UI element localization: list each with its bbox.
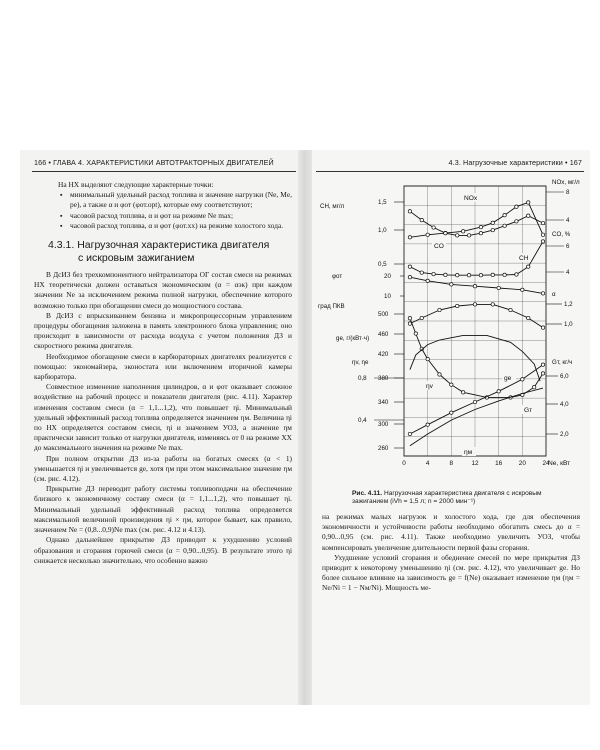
left-tick-label: 0,8 — [358, 375, 367, 382]
data-point-CO — [408, 265, 411, 268]
left-axis-label: град ПКВ — [318, 303, 345, 310]
data-point-CH — [479, 231, 482, 234]
series-label: NOx — [464, 195, 478, 202]
data-point-φот — [521, 288, 524, 291]
x-tick-label: 24 — [542, 460, 550, 467]
data-point-CH — [527, 214, 530, 217]
data-point-NOx — [461, 230, 464, 233]
left-tick-label: 0,5 — [378, 261, 387, 268]
intro-text: На НХ выделяют следующие характерные точки: — [58, 180, 214, 189]
data-point-Gт — [521, 378, 524, 381]
data-point-CH — [503, 224, 506, 227]
data-point-CO — [503, 273, 506, 276]
right-axis-label: CO, % — [552, 231, 571, 238]
left-tick-label: 460 — [378, 331, 389, 338]
data-point-NOx — [491, 221, 494, 224]
data-point-CH — [491, 228, 494, 231]
data-point-CH — [432, 226, 435, 229]
left-page — [20, 150, 298, 705]
data-point-φот — [497, 286, 500, 289]
data-point-α — [527, 316, 530, 319]
data-point-α — [456, 304, 459, 307]
book-gutter — [298, 150, 312, 705]
data-point-NOx — [426, 233, 429, 236]
data-point-CO — [527, 265, 530, 268]
right-tick-label: 4 — [566, 269, 570, 276]
left-tick-label: 1,5 — [378, 199, 387, 206]
data-point-CO — [467, 274, 470, 277]
book-spread — [20, 150, 590, 705]
data-point-CH — [515, 220, 518, 223]
right-axis-label: α — [552, 291, 556, 298]
section-title-line-1: 4.3.1. Нагрузочная характеристика двигателя — [48, 239, 270, 252]
data-point-ge — [450, 383, 453, 386]
left-tick-label: 10 — [384, 293, 391, 300]
left-axis-label: ηv, ηe — [352, 359, 369, 366]
series-label: Gт — [524, 407, 533, 414]
right-running-head: 4.3. Нагрузочные характеристики • 167 — [448, 158, 582, 167]
left-tick-label: 380 — [378, 375, 389, 382]
paragraph: При полном открытии ДЗ из-за работы на богатых смесях (α < 1) уменьшается ηi и увеличивается ge, хотя ηм при этом максимальное значение ηм (см. рис. 4.12). — [34, 453, 292, 484]
right-tick-label: 6 — [566, 243, 570, 250]
data-point-φот — [408, 276, 411, 279]
right-tick-label: 1,2 — [564, 301, 573, 308]
data-point-α — [420, 316, 423, 319]
data-point-NOx — [503, 214, 506, 217]
right-page — [312, 150, 590, 705]
paragraph: Совместное изменение наполнения цилиндров, α и φот оказывает сложное воздействие на рабочий процесс и показатели двигателя (рис. 4.11). Характер изменения составом смеси (α = 1,1...1,2), что повышает ηi. Минимальный удельный эффективный расход топлива определяется значением ηм. Величина ηi по НХ определяется составом смеси, ηi и значением УОЗ, а значение ηм практически зависит только от нагрузки двигателя, изменяясь от 0 на режиме ХХ до максимального значения на режиме Ne max. — [34, 382, 292, 453]
left-tick-label: 340 — [378, 399, 389, 406]
right-axis-label: Gт, кг/ч — [552, 359, 573, 366]
load-characteristic-chart — [314, 174, 586, 486]
x-axis-label: Ne, кВт — [548, 460, 571, 467]
left-tick-label: 1,0 — [378, 227, 387, 234]
data-point-Gт — [497, 390, 500, 393]
list-item: ▪ часовой расход топлива, α и φот на режиме Ne max; — [58, 211, 292, 221]
right-body — [322, 512, 580, 594]
left-axis-label: CH, мг/л — [320, 203, 345, 210]
data-point-CO — [456, 274, 459, 277]
data-point-CH — [456, 234, 459, 237]
left-tick-label: 20 — [384, 273, 391, 280]
left-tick-label: 500 — [378, 311, 389, 318]
data-point-ge — [461, 391, 464, 394]
list-item: ▪ минимальный удельный расход топлива и значение нагрузки (Ne, Me, pe), а также α и φот (φот.opt), которые ему соответствуют; — [58, 190, 292, 210]
left-axis-label: φот — [332, 273, 343, 280]
data-point-ge — [426, 357, 429, 360]
x-tick-label: 4 — [425, 460, 430, 467]
right-tick-label: 6,0 — [560, 373, 569, 380]
paragraph: В ДсИЗ с впрыскиванием бензина и микропроцессорным управлением процедуры обогащения заложена в память электронного блока управления; оно происходит в зависимости от расхода воздуха с учетом положения ДЗ и скоростного режима двигателя. — [34, 310, 292, 351]
data-point-Gт — [541, 363, 544, 366]
data-point-Gт — [450, 411, 453, 414]
x-tick-label: 8 — [449, 460, 454, 467]
series-label: ηv — [426, 383, 433, 390]
characteristic-points-list — [58, 190, 292, 231]
x-tick-label: 20 — [518, 460, 526, 467]
data-point-ge — [408, 317, 411, 320]
right-tick-label: 4 — [566, 217, 570, 224]
data-point-α — [473, 303, 476, 306]
left-body — [34, 180, 292, 566]
list-item: ▪ часовой расход топлива, α и φот (φот.хх) на режиме холостого хода. — [58, 221, 292, 231]
left-header-rule — [32, 171, 296, 172]
data-point-NOx — [479, 225, 482, 228]
series-line-NOx — [410, 202, 543, 237]
series-label: ge — [504, 375, 512, 382]
series-line-Gт — [410, 365, 543, 434]
data-point-α — [509, 308, 512, 311]
section-title — [48, 239, 292, 264]
right-tick-label: 4,0 — [560, 401, 569, 408]
paragraph: Ухудшение условий сгорания и обеднение смесей по мере прикрытия ДЗ приводит к некоторому уменьшению ηi (см. рис. 4.12), что увеличивает ge. Но более сильное влияние на зависимость ge = f(Ne) оказывает изменение ηм (ηм = Ne/Ni = 1 − Nм/Ni). Мощность ме- — [322, 552, 580, 593]
right-tick-label: 1,0 — [564, 321, 573, 328]
left-tick-label: 0,4 — [358, 417, 367, 424]
left-axis-label: ge, г/(кВт·ч) — [336, 335, 370, 342]
left-tick-label: 300 — [378, 421, 389, 428]
data-point-CO — [479, 274, 482, 277]
data-point-ge — [532, 386, 535, 389]
data-point-ge — [541, 372, 544, 375]
left-tick-label: 260 — [378, 445, 389, 452]
x-tick-label: 0 — [402, 460, 406, 467]
data-point-φот — [541, 292, 544, 295]
data-point-α — [541, 326, 544, 329]
series-label: CO — [434, 243, 444, 250]
data-point-CH — [420, 218, 423, 221]
data-point-ge — [438, 373, 441, 376]
paragraph: Необходимое обогащение смеси в карбюраторных двигателях реализуется с помощью: экономайзера, эконостата или включением вторичной камеры карбюратора. — [34, 351, 292, 382]
data-point-NOx — [527, 201, 530, 204]
data-point-CO — [515, 273, 518, 276]
data-point-CO — [444, 273, 447, 276]
right-axis-label: NOx, мг/л — [552, 179, 580, 186]
paragraph: Однако дальнейшее прикрытие ДЗ приводит к ухудшению условий образования и сгорания горючей смеси (α = 0,90...0,95). В результате этого ηi снижается несколько значительно, что особенно важно — [34, 535, 292, 565]
data-point-φот — [450, 283, 453, 286]
data-point-CO — [541, 240, 544, 243]
data-point-CH — [467, 234, 470, 237]
data-point-Gт — [473, 400, 476, 403]
data-point-CH — [541, 221, 544, 224]
data-point-Gт — [408, 432, 411, 435]
data-point-NOx — [408, 236, 411, 239]
series-line-α — [410, 304, 543, 327]
figure-caption — [352, 490, 564, 507]
data-point-CH — [408, 210, 411, 213]
series-label: ηм — [464, 449, 473, 456]
left-running-head: 166 • ГЛАВА 4. ХАРАКТЕРИСТИКИ АВТОТРАКТОРНЫХ ДВИГАТЕЛЕЙ — [34, 158, 274, 167]
right-tick-label: 2,0 — [560, 431, 569, 438]
series-line-CH — [410, 211, 543, 235]
paragraph: на режимах малых нагрузок и холостого хода, где для обеспечения экономичности и устойчивости работы необходимо обогатить смесь до α = 0,90...0,95 (см. рис. 4.11). Также необходимо увеличить УОЗ, чтобы компенсировать увеличение длительности первой фазы сгорания. — [322, 512, 580, 552]
right-header-rule — [316, 171, 584, 172]
data-point-φот — [426, 279, 429, 282]
data-point-Gт — [426, 423, 429, 426]
paragraph: Прикрытие ДЗ переводит работу системы топливоподачи на обеспечение близкого к экономичному составу смеси (α = 1,1...1,2), что повышает ηi. Минимальный удельный эффективный расход топлива определяется максимальной величиной произведения ηi × ηм, которое бывает, как правило, значением Ne = (0,8...0,9)Ne max (см. рис. 4.12 и 4.13). — [34, 484, 292, 535]
caption-text: Нагрузочная характеристика двигателя с искровым зажиганием (iVh = 1,5 л; n = 2000 мин⁻¹) — [352, 490, 542, 506]
data-point-CO — [491, 273, 494, 276]
data-point-CO — [420, 271, 423, 274]
caption-label: Рис. 4.11. — [352, 490, 383, 497]
right-tick-label: 8 — [566, 189, 570, 196]
data-point-φот — [473, 285, 476, 288]
x-tick-label: 16 — [495, 460, 503, 467]
data-point-α — [491, 303, 494, 306]
data-point-NOx — [541, 233, 544, 236]
section-title-line-2: с искровым зажиганием — [78, 251, 195, 264]
data-point-NOx — [515, 205, 518, 208]
left-tick-label: 420 — [378, 351, 389, 358]
paragraph: В ДсИЗ без трехкомпонентного нейтрализатора ОГ состав смеси на режимах НХ теоретически должен оставаться экономическим (α = αэк) при каждом значении Ne за исключением режима полной нагрузки, обеспечение которого возможно только при обогащении смеси до мощностного состава. — [34, 270, 292, 310]
data-point-ge — [414, 332, 417, 335]
data-point-CO — [432, 272, 435, 275]
data-point-α — [438, 308, 441, 311]
data-point-CH — [444, 231, 447, 234]
x-tick-label: 12 — [471, 460, 479, 467]
series-label: CH — [519, 255, 529, 262]
